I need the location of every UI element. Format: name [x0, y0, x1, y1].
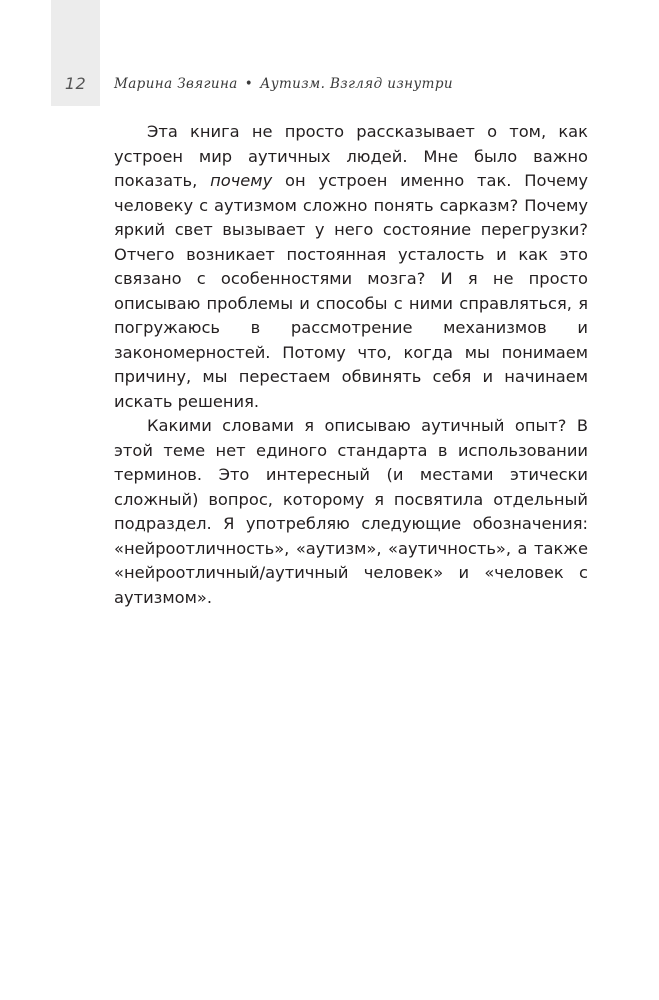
paragraph: Какими словами я описываю аутичный опыт? В этой теме нет единого стандарта в использовании терминов. Это интересный (и местами этически сложный) вопрос, которому я посвятила отдельный подраздел. Я употребляю следующие обозначения: «нейроотличность», «аутизм», «аутичность», а также «нейроотличный/аутичный человек» и «человек с аутизмом». [114, 416, 588, 607]
running-header [114, 76, 453, 92]
paragraph-text: Эта книга не просто рассказывает о том, как устроен мир аутичных людей. Мне было важно показать, [114, 122, 588, 190]
header-book-title: Аутизм. Взгляд изнутри [260, 76, 453, 92]
header-author: Марина Звягина [114, 76, 238, 92]
paragraph-emphasis: почему [210, 171, 273, 190]
body-text [114, 120, 588, 610]
header-separator: • [244, 76, 254, 92]
page-number: 12 [64, 74, 87, 93]
paragraph [114, 120, 588, 414]
paragraph-text: он устроен именно так. Почему человеку с аутизмом сложно понять сарказм? Почему яркий свет вызывает у него состояние перегрузки? Отчего возникает постоянная усталость и как это связано с особенностями мозга? И я не просто описываю проблемы и способы с ними справляться, я погружаюсь в рассмотрение механизмов и закономерностей. Потому что, когда мы понимаем причину, мы перестаем обвинять себя и начинаем искать решения. [114, 171, 588, 411]
